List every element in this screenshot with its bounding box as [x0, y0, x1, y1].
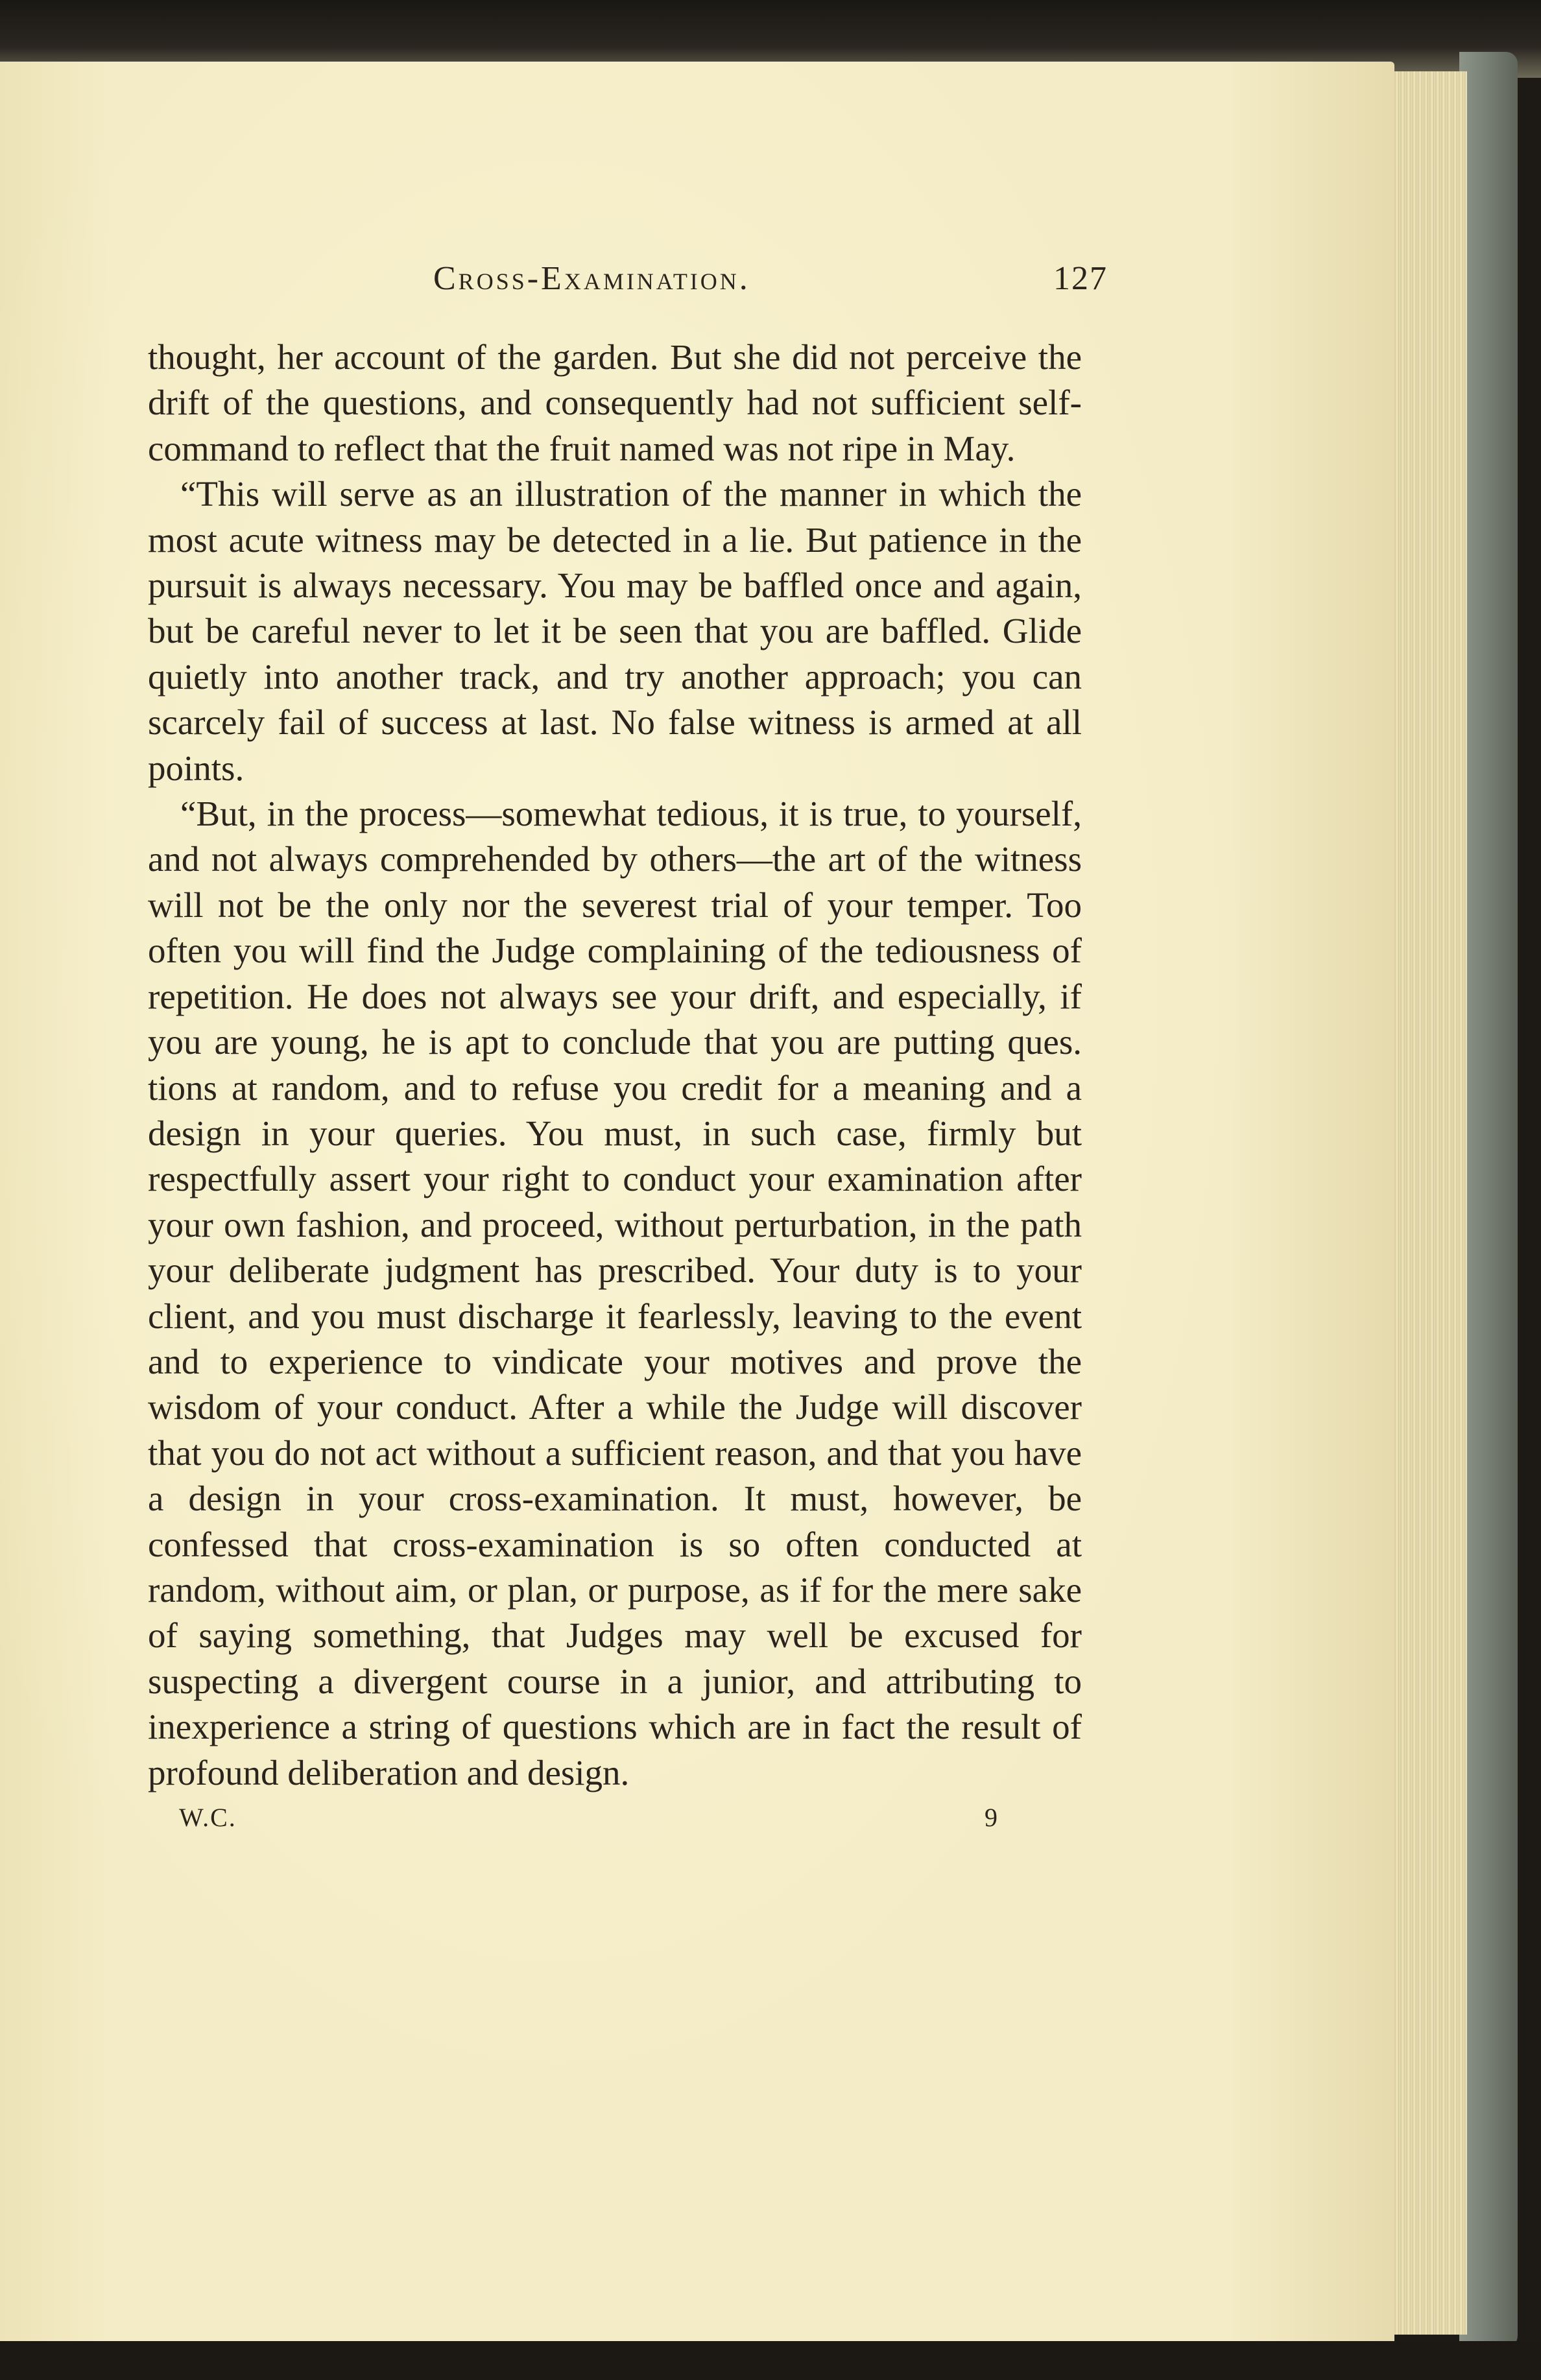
paragraph: “But, in the process—somewhat tedious, it is true, to yourself, and not always comprehended by others—the art of the witness will not be the only nor the severest trial of your temper. Too often you will find the Judge complaining of the tediousness of repetition. He does not always see your drift, and especially, if you are young, he is apt to conclude that you are putting ques. tions at random, and to refuse you credit for a meaning and a design in your queries. You must, in such case, firmly but respectfully assert your right to conduct your examination after your own fashion, and proceed, without perturbation, in the path your deliberate judgment has prescribed. Your duty is to your client, and you must discharge it fearlessly, leaving to the event and to experience to vindicate your motives and prove the wisdom of your conduct. After a while the Judge will discover that you do not act without a sufficient reason, and that you have a design in your cross-examination. It must, however, be confessed that cross-examination is so often conducted at random, without aim, or plan, or purpose, as if for the mere sake of saying something, that Judges may well be excused for suspecting a divergent course in a junior, and attributing to inexperience a string of questions which are in fact the result of profound deliberation and design. — [148, 794, 1082, 1792]
running-head-title: Cross-Examination. — [433, 260, 750, 297]
paragraph: “This will serve as an illustration of the manner in which the most acute witness may be detected in a lie. But patience in the pursuit is always necessary. You may be baffled once and again, but be careful never to let it be seen that you are baffled. Glide quietly into another track, and try another approach; you can scarcely fail of success at last. No false witness is armed at all points. — [148, 474, 1082, 788]
page-content — [148, 259, 1108, 1841]
book-cover-edge — [1459, 52, 1518, 2348]
page-number: 127 — [1053, 260, 1108, 297]
signature-number: 9 — [985, 1803, 997, 1832]
running-head — [148, 259, 1108, 311]
printer-signature: W.C. — [179, 1803, 237, 1832]
page-footer — [148, 1802, 1082, 1841]
background-bottom — [0, 2341, 1541, 2380]
paragraph-continued: thought, her account of the garden. But she did not perceive the drift of the questions, and consequently had not sufficient self-command to reflect that the fruit named was not ripe in May. — [148, 337, 1082, 468]
body-text — [148, 335, 1082, 1796]
